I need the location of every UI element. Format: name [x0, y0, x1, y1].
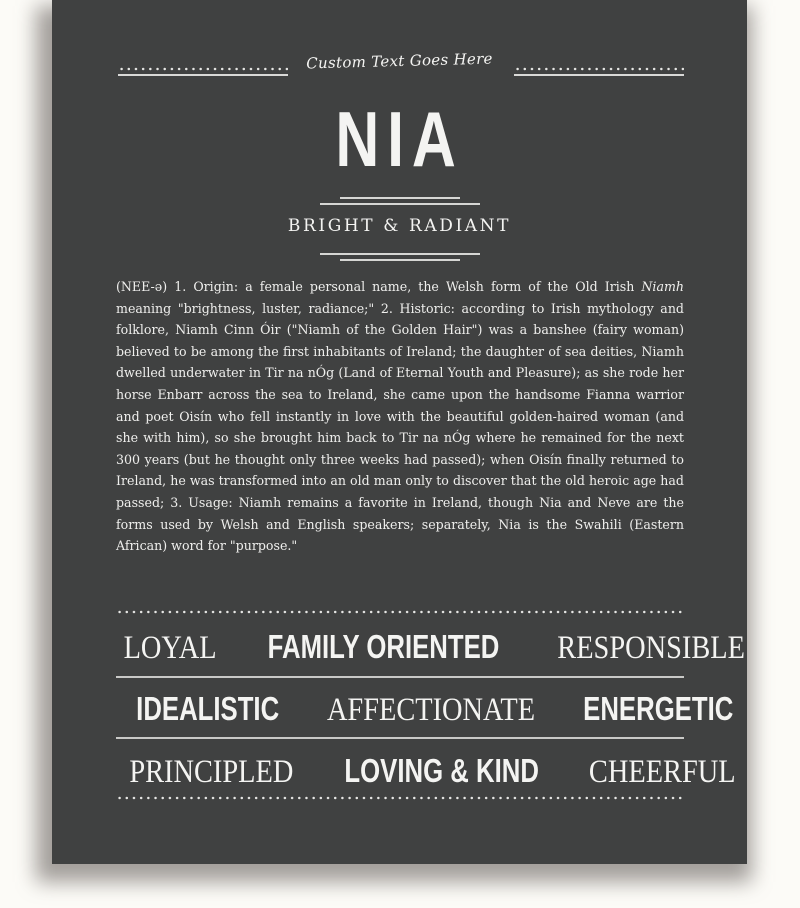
traits-separator-1 [116, 676, 684, 678]
definition-body: meaning "brightness, luster, radiance;" 2. Historic: according to Irish mythology and folklore, Niamh Cinn Óir ("Niamh of the Golden Hair") was a banshee (fairy woman) believed to be among the first inhabitants of Ireland; the daughter of sea deities, Niamh dwelled underwater in Tir na nÓg (Land of Eternal Youth and Pleasure); as she rode her horse Enbarr across the sea to Ireland, she came upon the handsome Fianna warrior and poet Oisín who fell instantly in love with the beautiful golden-haired woman (and she with him), so she brought him back to Tir na nÓg where he remained for the next 300 years (but he thought only three weeks had passed); when Oisín finally returned to Ireland, he was transformed into an old man only to discover that the old heroic age had passed; 3. Usage: Niamh remains a favorite in Ireland, though Nia and Neve are the forms used by Welsh and English speakers; separately, Nia is the Swahili (Eastern African) word for "purpose." [116, 300, 684, 554]
meaning-rule-bottom-short [340, 259, 460, 261]
trait-affectionate: AFFECTIONATE [326, 692, 535, 728]
trait-responsible: RESPONSIBLE [557, 630, 746, 666]
traits-row-1 [116, 627, 746, 668]
name-print-canvas [52, 0, 747, 864]
name-definition [116, 276, 684, 557]
traits-row-2 [116, 689, 734, 730]
definition-italic-word: Niamh [641, 279, 684, 294]
name-title: NIA [335, 95, 464, 183]
meaning-rule-bottom-long [320, 253, 480, 255]
meaning-rule-top-short [340, 197, 460, 199]
trait-loving-kind: LOVING & KIND [344, 752, 540, 789]
traits-bottom-dotted-rule [116, 795, 684, 801]
trait-energetic: ENERGETIC [583, 690, 734, 727]
trait-cheerful: CHEERFUL [588, 754, 736, 790]
definition-origin-prefix: 1. Origin: a female personal name, the Welsh form of the Old Irish [167, 279, 642, 294]
custom-text: Custom Text Goes Here [306, 49, 493, 73]
trait-principled: PRINCIPLED [129, 754, 294, 790]
name-meaning: BRIGHT & RADIANT [287, 216, 512, 236]
pronunciation: (NEE-ə) [116, 279, 168, 294]
trait-idealistic: IDEALISTIC [136, 690, 280, 727]
top-right-dotted-rule [514, 66, 684, 72]
traits-row-3 [116, 751, 736, 792]
traits-top-dotted-rule [116, 609, 684, 615]
trait-loyal: LOYAL [123, 630, 217, 666]
traits-separator-2 [116, 737, 684, 739]
top-right-underline [514, 74, 684, 76]
trait-family-oriented: FAMILY ORIENTED [267, 628, 500, 665]
meaning-rule-top-long [320, 203, 480, 205]
